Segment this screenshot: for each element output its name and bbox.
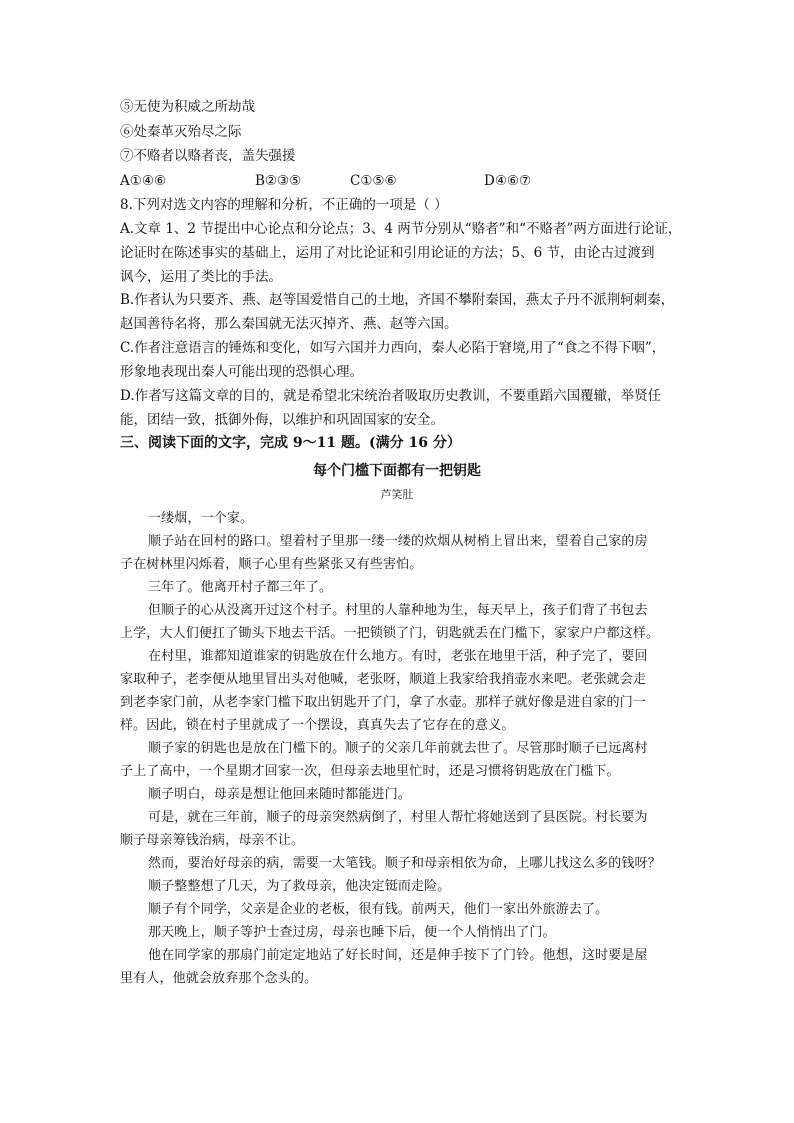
story-line: 然而，要治好母亲的病，需要一大笔钱。顺子和母亲相依为命，上哪儿找这么多的钱呀？: [148, 856, 661, 871]
story-author: 芦笑肚: [380, 488, 414, 501]
story-line: 顺子整整想了几天，为了救母亲，他决定铤而走险。: [148, 879, 451, 894]
story-line: 上学，大人们便扛了锄头下地去干活。一把锁锁了门，钥匙就丢在门槛下，家家户户都这样。: [120, 626, 660, 641]
q7-item-6: ⑥处秦革灭殆尽之际: [120, 124, 242, 140]
story-line: 顺子家的钥匙也是放在门槛下的。顺子的父亲几年前就去世了。尽管那时顺子已远离村: [148, 741, 648, 756]
q7-option-a: A①④⑥: [120, 173, 167, 189]
story-title: 每个门槛下面都有一把钥匙: [313, 463, 481, 479]
section-heading: 三、阅读下面的文字，完成 9～11 题。(满分 16 分）: [120, 435, 461, 451]
q8-option-b-line: 赵国善待名将，那么秦国就无法灭掉齐、燕、赵等六国。: [120, 316, 458, 332]
q8-option-b-line: B.作者认为只要齐、燕、赵等国爱惜自己的土地，齐国不攀附秦国，燕太子丹不派荆轲刺秦，: [120, 292, 675, 308]
q7-item-5: ⑤无使为积威之所劫哉: [120, 99, 255, 115]
story-line: 但顺子的心从没离开过这个村子。村里的人靠种地为生，每天早上，孩子们背了书包去: [148, 603, 648, 618]
story-line: 顺子明白，母亲是想让他回来随时都能进门。: [148, 787, 412, 802]
q8-option-d-line: 能，团结一致，抵御外侮，以维护和巩固国家的安全。: [120, 412, 444, 428]
story-line: 一缕烟，一个家。: [148, 511, 254, 526]
q7-item-7: ⑦不赂者以赂者丧，盖失强援: [120, 148, 296, 164]
q7-option-d: D④⑥⑦: [484, 173, 532, 189]
story-line: 那天晚上，顺子等护士查过房，母亲也睡下后，便一个人悄悄出了门。: [148, 925, 556, 940]
q8-option-a-line: A.文章 1、2 节提出中心论点和分论点；3、4 两节分别从“赂者”和“不赂者”两方面进行论证，: [120, 221, 682, 237]
story-line: 顺子母亲筹钱治病，母亲不让。: [120, 833, 305, 848]
story-line: 子上了高中，一个星期才回家一次，但母亲去地里忙时，还是习惯将钥匙放在门槛下。: [120, 764, 620, 779]
q8-option-a-line: 讽今，运用了类比的手法。: [120, 269, 282, 285]
q8-option-c-line: 形象地表现出秦人可能出现的恐惧心理。: [120, 364, 363, 380]
story-line: 家取种子，老李便从地里冒出头对他喊，老张呀，顺道上我家给我捎壶水来吧。老张就会走: [120, 672, 647, 687]
story-line: 顺子有个同学，父亲是企业的老板，很有钱。前两天，他们一家出外旅游去了。: [148, 902, 609, 917]
q7-option-c: C①⑤⑥: [350, 173, 397, 189]
story-line: 顺子站在回村的路口。望着村子里那一缕一缕的炊烟从树梢上冒出来，望着自己家的房: [148, 534, 648, 549]
story-line: 可是，就在三年前，顺子的母亲突然病倒了，村里人帮忙将她送到了县医院。村长要为: [148, 810, 648, 825]
story-line: 到老李家门前，从老李家门槛下取出钥匙开了门，拿了水壶。那样子就好像是进自家的门一: [120, 695, 647, 710]
story-line: 他在同学家的那扇门前定定地站了好长时间，还是伸手按下了门铃。他想，这时要是屋: [148, 948, 648, 963]
q7-option-b: B②③⑤: [255, 173, 302, 189]
story-line: 在村里，谁都知道谁家的钥匙放在什么地方。有时，老张在地里干活，种子完了，要回: [148, 649, 648, 664]
q8-option-d-line: D.作者写这篇文章的目的，就是希望北宋统治者吸取历史教训，不要重蹈六国覆辙，举贤任: [120, 388, 662, 404]
q8-stem: 8.下列对选文内容的理解和分析，不正确的一项是（ ）: [120, 197, 448, 213]
story-line: 子在树林里闪烁着，顺子心里有些紧张又有些害怕。: [120, 557, 423, 572]
story-line: 样。因此，锁在村子里就成了一个摆设，真真失去了它存在的意义。: [120, 718, 515, 733]
story-line: 三年了。他离开村子都三年了。: [148, 580, 333, 595]
q8-option-c-line: C.作者注意语言的锤炼和变化，如写六国并力西向，秦人必陷于窘境,用了“食之不得下咽”，: [120, 340, 666, 356]
q8-option-a-line: 论证时在陈述事实的基础上，运用了对比论证和引用论证的方法；5、6 节，由论古过渡到: [120, 245, 655, 261]
story-line: 里有人，他就会放弃那个念头的。: [120, 971, 318, 986]
